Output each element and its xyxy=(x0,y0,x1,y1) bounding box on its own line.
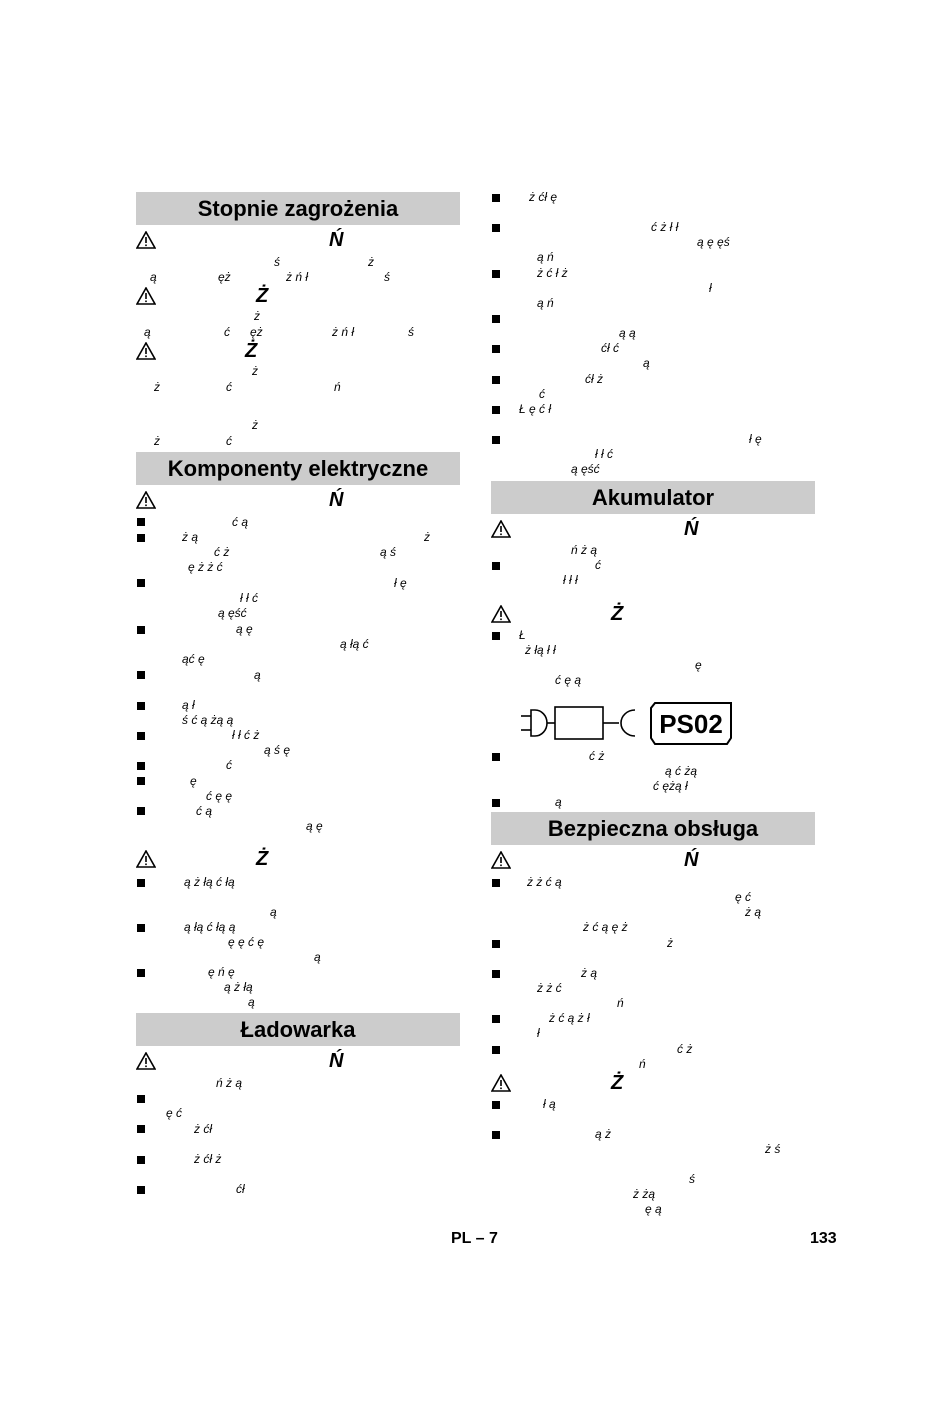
text-fragment: ż xyxy=(154,434,160,448)
text-fragment: ę ń ę xyxy=(208,965,235,979)
text-fragment: ż xyxy=(254,309,260,323)
text-fragment: ę xyxy=(190,774,197,788)
text-fragment: ęż xyxy=(218,270,231,284)
warning-triangle-icon xyxy=(136,287,156,305)
text-fragment: ćł ż xyxy=(585,372,603,386)
bullet xyxy=(137,626,145,634)
bullet xyxy=(137,879,145,887)
bullet xyxy=(492,970,500,978)
bullet xyxy=(137,807,145,815)
section-header-ladowarka: Ładowarka xyxy=(136,1013,460,1046)
text-fragment: ż ć ą ę ż xyxy=(583,920,628,934)
bullet xyxy=(137,518,145,526)
warning-level: Ż xyxy=(256,285,269,307)
text-fragment: ć ż xyxy=(589,749,605,763)
ps02-symbol-diagram xyxy=(521,702,793,746)
text-fragment: ć ż ł ł xyxy=(651,220,679,234)
text-fragment: ą xyxy=(150,270,157,284)
warning-row xyxy=(136,489,460,511)
warning-triangle-icon xyxy=(136,342,156,360)
text-fragment: ż ą xyxy=(581,966,598,980)
warning-triangle-icon xyxy=(491,1074,511,1092)
text-fragment: ę ę ć ę xyxy=(228,935,265,949)
text-fragment: ć xyxy=(595,558,601,572)
text-fragment: ę ą xyxy=(645,1202,662,1216)
bullet xyxy=(492,879,500,887)
page-number: 133 xyxy=(810,1230,837,1247)
text-fragment: ń ż ą xyxy=(571,543,598,557)
text-fragment: ć ą xyxy=(196,804,213,818)
text-fragment: ś xyxy=(408,325,414,339)
bullet xyxy=(492,1046,500,1054)
bullet xyxy=(492,1101,500,1109)
text-fragment: ł xyxy=(709,281,712,295)
text-fragment: ą ą xyxy=(619,326,636,340)
bullet xyxy=(137,777,145,785)
text-fragment: ćł xyxy=(236,1182,245,1196)
text-fragment: ł ł ć xyxy=(595,447,613,461)
warning-row xyxy=(491,518,815,540)
text-fragment: ł ł ł xyxy=(563,573,578,587)
page-code: PL – 7 xyxy=(451,1230,498,1247)
bullet xyxy=(492,270,500,278)
warning-row xyxy=(136,229,460,251)
bullet xyxy=(492,436,500,444)
text-fragment: ć ż xyxy=(214,545,230,559)
text-fragment: ż ś xyxy=(765,1142,781,1156)
bullet xyxy=(137,1125,145,1133)
warning-row xyxy=(491,603,815,625)
text-fragment: ć xyxy=(226,758,232,772)
text-fragment: ą xyxy=(144,325,151,339)
bullet xyxy=(492,1015,500,1023)
text-fragment: ą xyxy=(555,795,562,809)
bullet xyxy=(492,562,500,570)
warning-row xyxy=(136,285,460,307)
text-fragment: ż ż ć xyxy=(537,981,562,995)
text-fragment: ż ą xyxy=(182,530,199,544)
section-header-komponenty: Komponenty elektryczne xyxy=(136,452,460,485)
warning-level: Ń xyxy=(684,849,699,871)
text-fragment: ł ł ć xyxy=(240,591,258,605)
warning-level: Ż xyxy=(611,1072,624,1094)
warning-level: Ń xyxy=(329,489,344,511)
text-fragment: ę ć xyxy=(735,890,752,904)
bullet xyxy=(137,702,145,710)
warning-level: Ż xyxy=(245,340,258,362)
text-fragment: ą ę xyxy=(236,622,253,636)
text-fragment: ć xyxy=(226,434,232,448)
section-header-bezpieczna: Bezpieczna obsługa xyxy=(491,812,815,845)
text-fragment: Ł ę ć ł xyxy=(519,402,552,416)
text-fragment: ą ś ę xyxy=(264,743,291,757)
text-fragment: ł ę xyxy=(749,432,762,446)
text-fragment: ą ęść xyxy=(218,606,247,620)
warning-triangle-icon xyxy=(136,491,156,509)
text-fragment: ć ą xyxy=(232,515,249,529)
bullet xyxy=(492,224,500,232)
text-fragment: ż ć ł ż xyxy=(537,266,568,280)
warning-triangle-icon xyxy=(136,1052,156,1070)
bullet xyxy=(137,762,145,770)
warning-row xyxy=(136,340,460,362)
warning-level: Ż xyxy=(611,603,624,625)
text-fragment: ą ę ęś xyxy=(697,235,730,249)
text-fragment: ż xyxy=(424,530,430,544)
text-fragment: ą ń xyxy=(537,296,554,310)
text-fragment: ń xyxy=(617,996,624,1010)
bullet xyxy=(137,969,145,977)
text-fragment: ą ęść xyxy=(571,462,600,476)
text-fragment: ż łą ł ł xyxy=(525,643,556,657)
text-fragment: ć xyxy=(226,380,232,394)
bullet xyxy=(492,1131,500,1139)
text-fragment: ćł ć xyxy=(601,341,619,355)
section-header-stopnie: Stopnie zagrożenia xyxy=(136,192,460,225)
text-fragment: ł ę xyxy=(394,576,407,590)
bullet xyxy=(492,753,500,761)
text-fragment: ł ą xyxy=(543,1097,556,1111)
text-fragment: ą ń xyxy=(537,250,554,264)
text-fragment: ż xyxy=(667,936,673,950)
ps02-label: PS02 xyxy=(659,709,723,739)
warning-triangle-icon xyxy=(491,605,511,623)
text-fragment: ż ćł ę xyxy=(529,190,558,204)
text-fragment: ś xyxy=(274,255,280,269)
warning-level: Ń xyxy=(329,1050,344,1072)
bullet xyxy=(137,671,145,679)
text-fragment: ą xyxy=(643,356,650,370)
text-fragment: ż xyxy=(252,364,258,378)
text-fragment: ń ż ą xyxy=(216,1076,243,1090)
warning-row xyxy=(136,1050,460,1072)
bullet xyxy=(492,799,500,807)
warning-triangle-icon xyxy=(491,851,511,869)
text-fragment: ą xyxy=(270,905,277,919)
text-fragment: ąć ę xyxy=(182,652,205,666)
bullet xyxy=(137,1186,145,1194)
text-fragment: ą ę xyxy=(306,819,323,833)
text-fragment: ęż xyxy=(250,325,263,339)
text-fragment: ń xyxy=(334,380,341,394)
text-fragment: ć ę ą xyxy=(555,673,582,687)
warning-level: Ń xyxy=(329,229,344,251)
text-fragment: ć ężą ł xyxy=(653,779,688,793)
text-fragment: ż żą xyxy=(633,1187,656,1201)
warning-row xyxy=(491,849,815,871)
warning-triangle-icon xyxy=(136,231,156,249)
text-fragment: ą ż łą xyxy=(224,980,253,994)
bullet xyxy=(137,1095,145,1103)
bullet xyxy=(137,579,145,587)
warning-row xyxy=(136,848,460,870)
text-fragment: ś xyxy=(384,270,390,284)
text-fragment: ż ćł xyxy=(194,1122,212,1136)
bullet xyxy=(492,632,500,640)
text-fragment: ż ćł ż xyxy=(194,1152,222,1166)
bullet xyxy=(492,315,500,323)
bullet xyxy=(137,534,145,542)
text-fragment: ż ń ł xyxy=(332,325,355,339)
text-fragment: ą xyxy=(314,950,321,964)
text-fragment: ą łą ć xyxy=(340,637,369,651)
text-fragment: ą ł xyxy=(182,698,195,712)
text-fragment: ę ż ż ć xyxy=(188,560,223,574)
text-fragment: ą xyxy=(254,668,261,682)
bullet xyxy=(492,194,500,202)
text-fragment: ł ł ć ż xyxy=(232,728,260,742)
text-fragment: ł xyxy=(537,1026,540,1040)
text-fragment: ć ę ę xyxy=(206,789,233,803)
bullet xyxy=(492,376,500,384)
text-fragment: ą ż xyxy=(595,1127,612,1141)
text-fragment: ż xyxy=(154,380,160,394)
bullet xyxy=(137,924,145,932)
bullet xyxy=(492,345,500,353)
plug-adapter-icon xyxy=(521,702,793,746)
text-fragment: ć xyxy=(224,325,230,339)
warning-triangle-icon xyxy=(136,850,156,868)
section-header-akumulator: Akumulator xyxy=(491,481,815,514)
text-fragment: ż xyxy=(252,418,258,432)
bullet xyxy=(137,1156,145,1164)
text-fragment: ą łą ć łą ą xyxy=(184,920,236,934)
text-fragment: ą ś xyxy=(380,545,397,559)
warning-row xyxy=(491,1072,815,1094)
text-fragment: ą ć żą xyxy=(665,764,698,778)
text-fragment: ż ć ą ż ł xyxy=(549,1011,590,1025)
text-fragment: ż ż ć ą xyxy=(527,875,562,889)
text-fragment: ą ż łą ć łą xyxy=(184,875,235,889)
text-fragment: ż ą xyxy=(745,905,762,919)
text-fragment: ć xyxy=(539,387,545,401)
text-fragment: ę xyxy=(695,658,702,672)
warning-level: Ż xyxy=(256,848,269,870)
text-fragment: ż ń ł xyxy=(286,270,309,284)
bullet xyxy=(492,406,500,414)
text-fragment: ą xyxy=(248,995,255,1009)
text-fragment: ć ż xyxy=(677,1042,693,1056)
text-fragment: ś xyxy=(689,1172,695,1186)
text-fragment: ę ć xyxy=(166,1106,183,1120)
bullet xyxy=(137,732,145,740)
warning-triangle-icon xyxy=(491,520,511,538)
text-fragment: Ł xyxy=(519,628,526,642)
text-fragment: ż xyxy=(368,255,374,269)
text-fragment: ś ć ą żą ą xyxy=(182,713,234,727)
text-fragment: ń xyxy=(639,1057,646,1071)
warning-level: Ń xyxy=(684,518,699,540)
bullet xyxy=(492,940,500,948)
